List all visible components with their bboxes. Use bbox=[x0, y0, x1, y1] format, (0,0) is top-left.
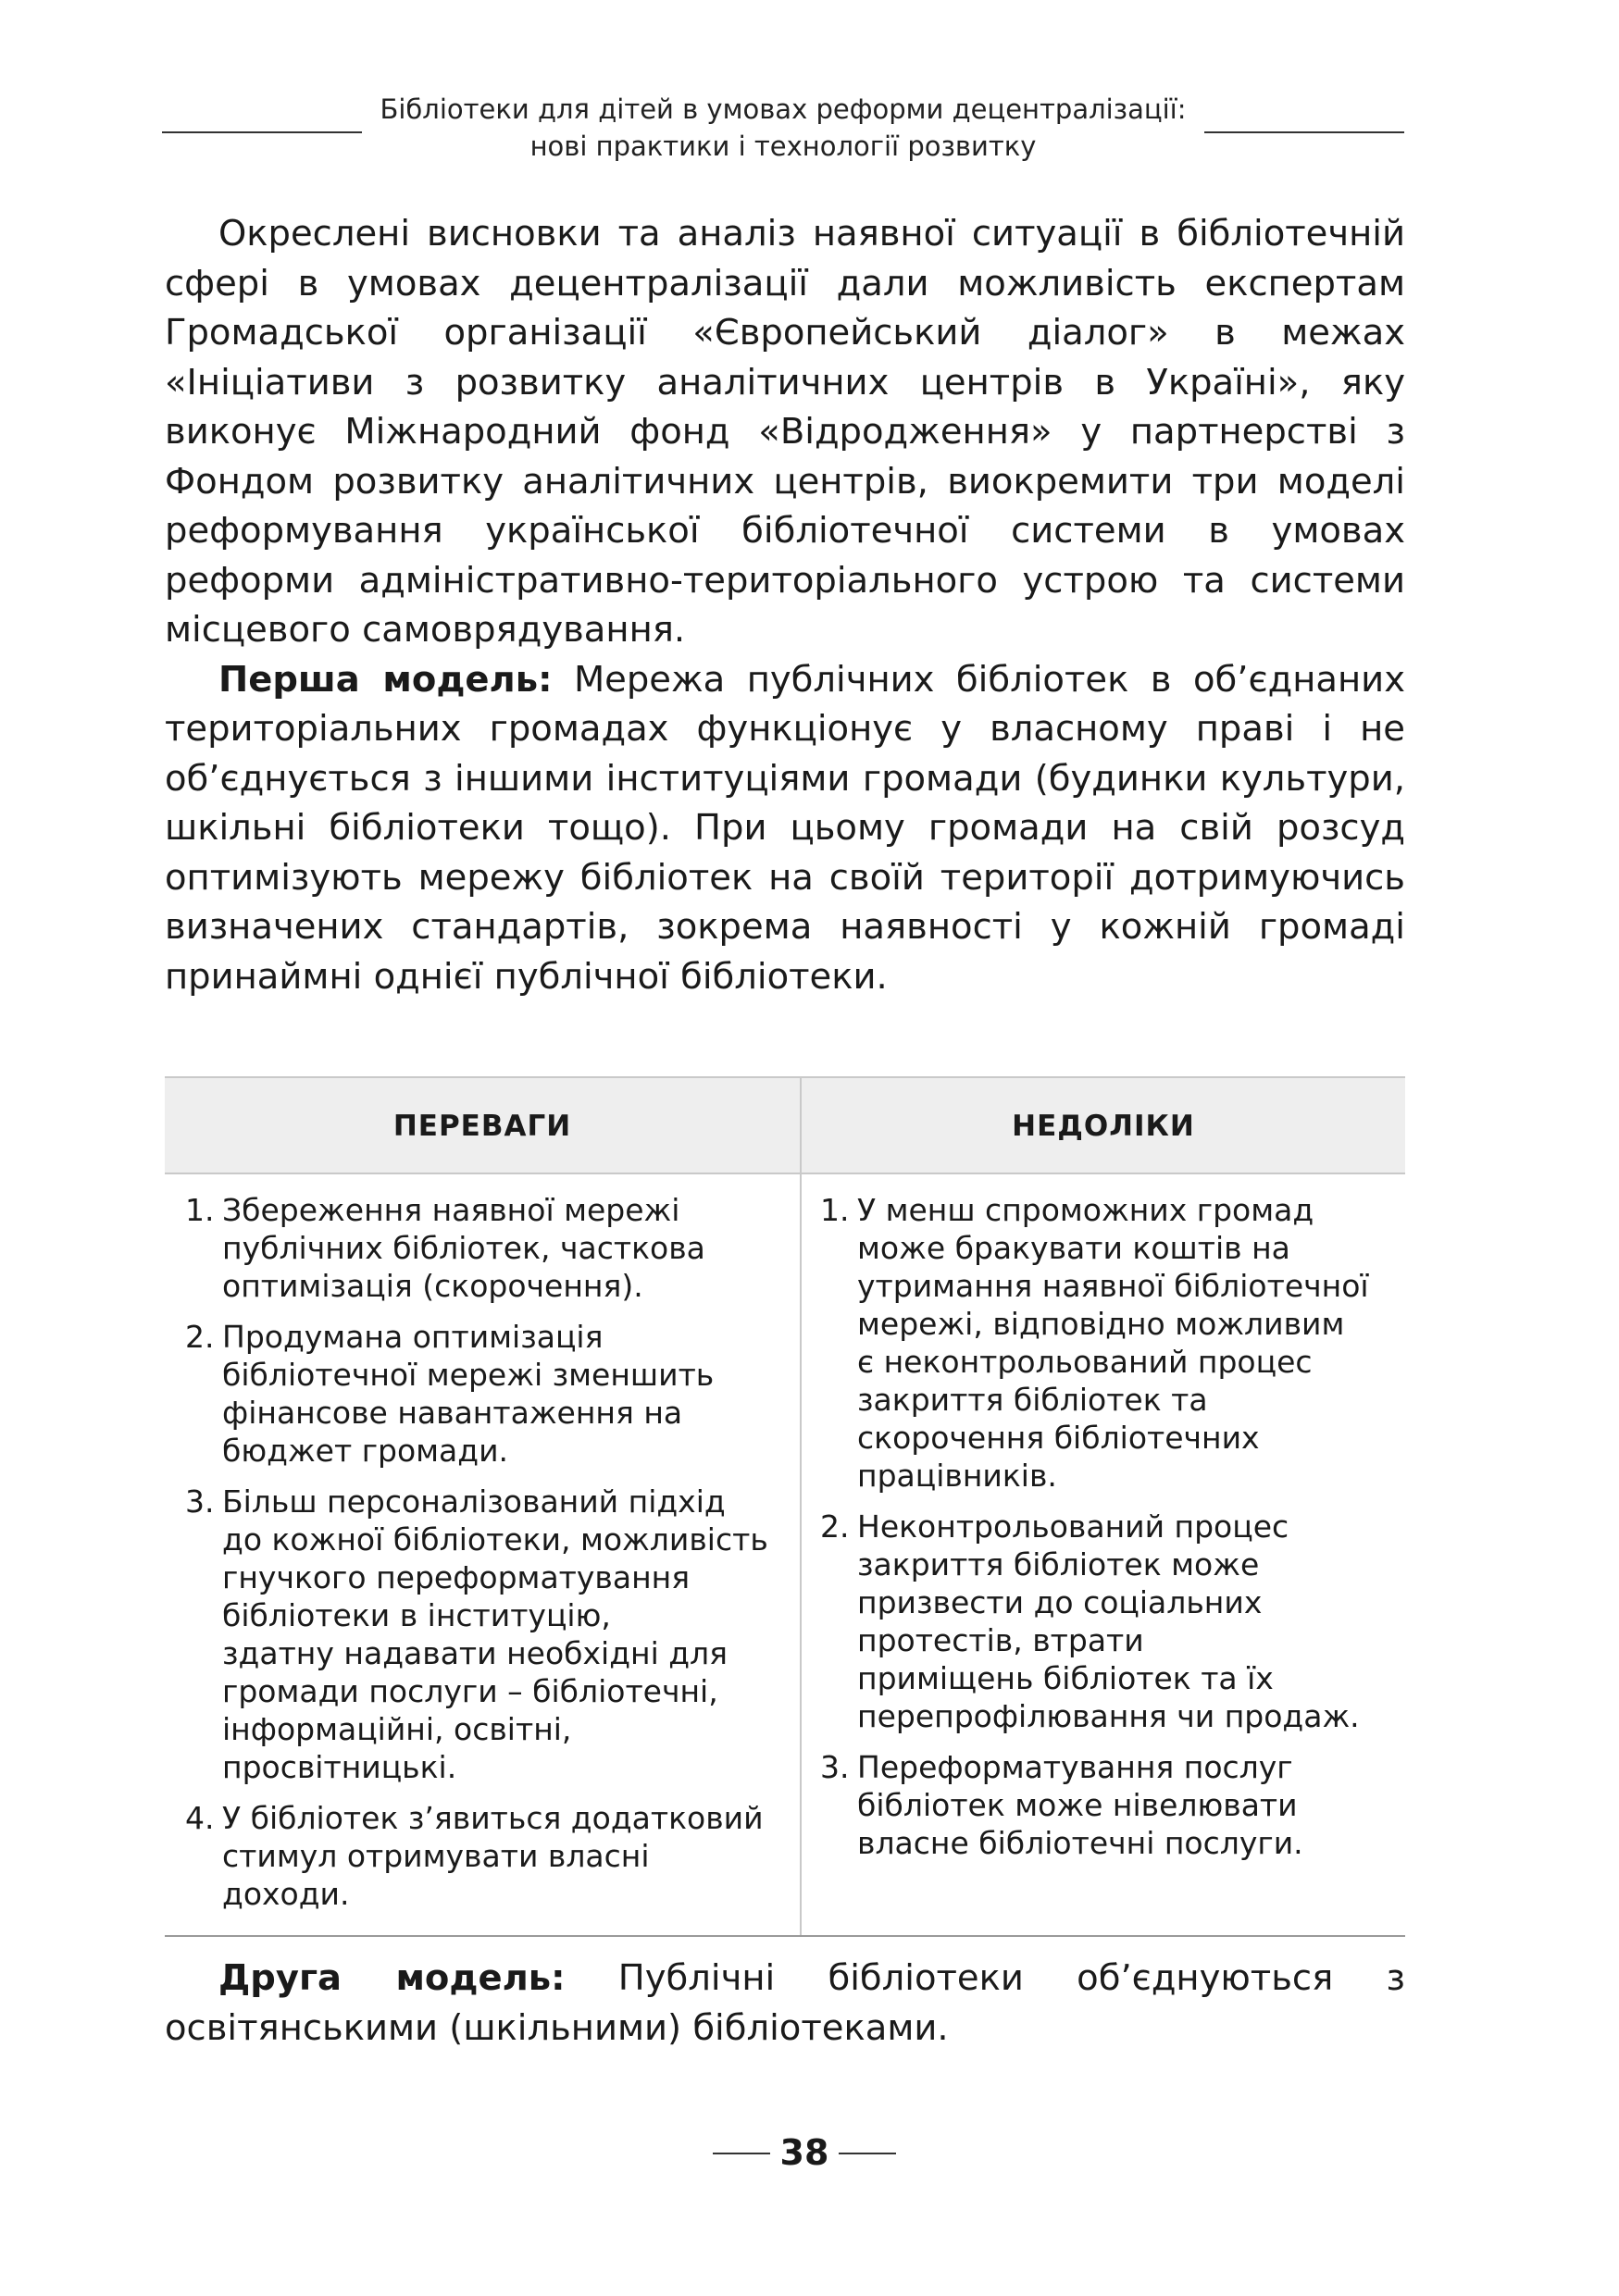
page-number: 38 bbox=[779, 2132, 829, 2173]
item-number: 4. bbox=[185, 1800, 215, 1836]
model2-text: Публічні бібліотеки об’єднуються з освітянськими (шкільними) бібліотеками. bbox=[165, 1957, 1405, 2049]
intro-paragraph: Окреслені висновки та аналіз наявної ситуації в бібліотечній сфері в умовах децентралізації дали можливість експертам Громадської організації «Європейський діалог» в межах «Ініціативи з розвитку аналітичних центрів в Україні», яку виконує Міжнародний фонд «Відродження» у партнерстві з Фондом розвитку аналітичних центрів, виокремити три моделі реформування української бібліотечної системи в умовах реформи адміністративно-територіального устрою та системи місцевого самоврядування. bbox=[165, 213, 1405, 651]
model1-paragraph bbox=[165, 655, 1405, 1002]
table-bottom-rule bbox=[165, 1935, 1405, 1937]
advantages-list bbox=[185, 1191, 778, 1926]
list-item bbox=[185, 1799, 778, 1913]
list-item bbox=[820, 1748, 1394, 1862]
advantages-title: ПЕРЕВАГИ bbox=[392, 1110, 572, 1143]
list-item bbox=[820, 1508, 1394, 1735]
header-title-line1: Бібліотеки для дітей в умовах реформи децентралізації: bbox=[380, 93, 1187, 125]
header-title bbox=[362, 91, 1204, 165]
main-text bbox=[165, 209, 1405, 1001]
item-number: 2. bbox=[185, 1319, 215, 1355]
model2-block bbox=[165, 1954, 1405, 2053]
column-divider bbox=[800, 1076, 802, 1937]
item-text: Більш персоналізований підхід до кожної бібліотеки, можливість гнучкого переформатування бібліотеки в інституцію, здатну надавати необхідні для громади послуги – бібліотечні, інформаційні, освітні, просвітницькі. bbox=[222, 1483, 768, 1785]
item-text: Неконтрольований процес закриття бібліотек може призвести до соціальних протестів, втрати приміщень бібліотек та їх перепрофілювання чи продаж. bbox=[857, 1508, 1360, 1734]
item-text: У бібліотек з’явиться додатковий стимул отримувати власні доходи. bbox=[222, 1800, 764, 1912]
header-rule-right bbox=[1204, 131, 1404, 133]
model1-text: Мережа публічних бібліотек в об’єднаних територіальних громадах функціонує у власному праві і не об’єднується з іншими інституціями громади (будинки культури, шкільні бібліотеки тощо). При цьому громади на свій розсуд оптимізують мережу бібліотек на своїй території дотримуючись визначених стандартів, зокрема наявності у кожній громаді принаймні однієї публічної бібліотеки. bbox=[165, 658, 1405, 998]
item-text: Продумана оптимізація бібліотечної мережі зменшить фінансове навантаження на бюджет громади. bbox=[222, 1319, 715, 1469]
header-rule-left bbox=[162, 131, 362, 133]
item-text: Переформатування послуг бібліотек може нівелювати власне бібліотечні послуги. bbox=[857, 1749, 1303, 1861]
item-number: 3. bbox=[185, 1483, 215, 1520]
disadvantages-title: НЕДОЛІКИ bbox=[1012, 1110, 1195, 1143]
list-item bbox=[185, 1191, 778, 1305]
running-header bbox=[162, 91, 1404, 174]
model1-label: Перша модель: bbox=[218, 658, 553, 701]
model2-label: Друга модель: bbox=[218, 1957, 566, 1999]
header-title-line2: нові практики і технології розвитку bbox=[529, 130, 1037, 162]
table-header bbox=[165, 1076, 1405, 1174]
item-number: 3. bbox=[820, 1749, 850, 1785]
list-item bbox=[820, 1191, 1394, 1495]
page-footer bbox=[0, 2131, 1619, 2174]
item-number: 2. bbox=[820, 1508, 850, 1545]
list-item bbox=[185, 1483, 778, 1786]
item-text: Збереження наявної мережі публічних бібліотек, часткова оптимізація (скорочення). bbox=[222, 1192, 705, 1304]
disadvantages-list bbox=[820, 1191, 1394, 1875]
page-number-rule-left bbox=[713, 2153, 770, 2154]
item-number: 1. bbox=[820, 1192, 850, 1228]
list-item bbox=[185, 1318, 778, 1470]
page-number-rule-right bbox=[839, 2153, 896, 2154]
model2-paragraph bbox=[165, 1954, 1405, 2053]
item-text: У менш спроможних громад може бракувати коштів на утримання наявної бібліотечної мережі, відповідно можливим є неконтрольований процес закриття бібліотек та скорочення бібліотечних працівників. bbox=[857, 1192, 1369, 1494]
item-number: 1. bbox=[185, 1192, 215, 1228]
pros-cons-table bbox=[165, 1076, 1405, 1937]
